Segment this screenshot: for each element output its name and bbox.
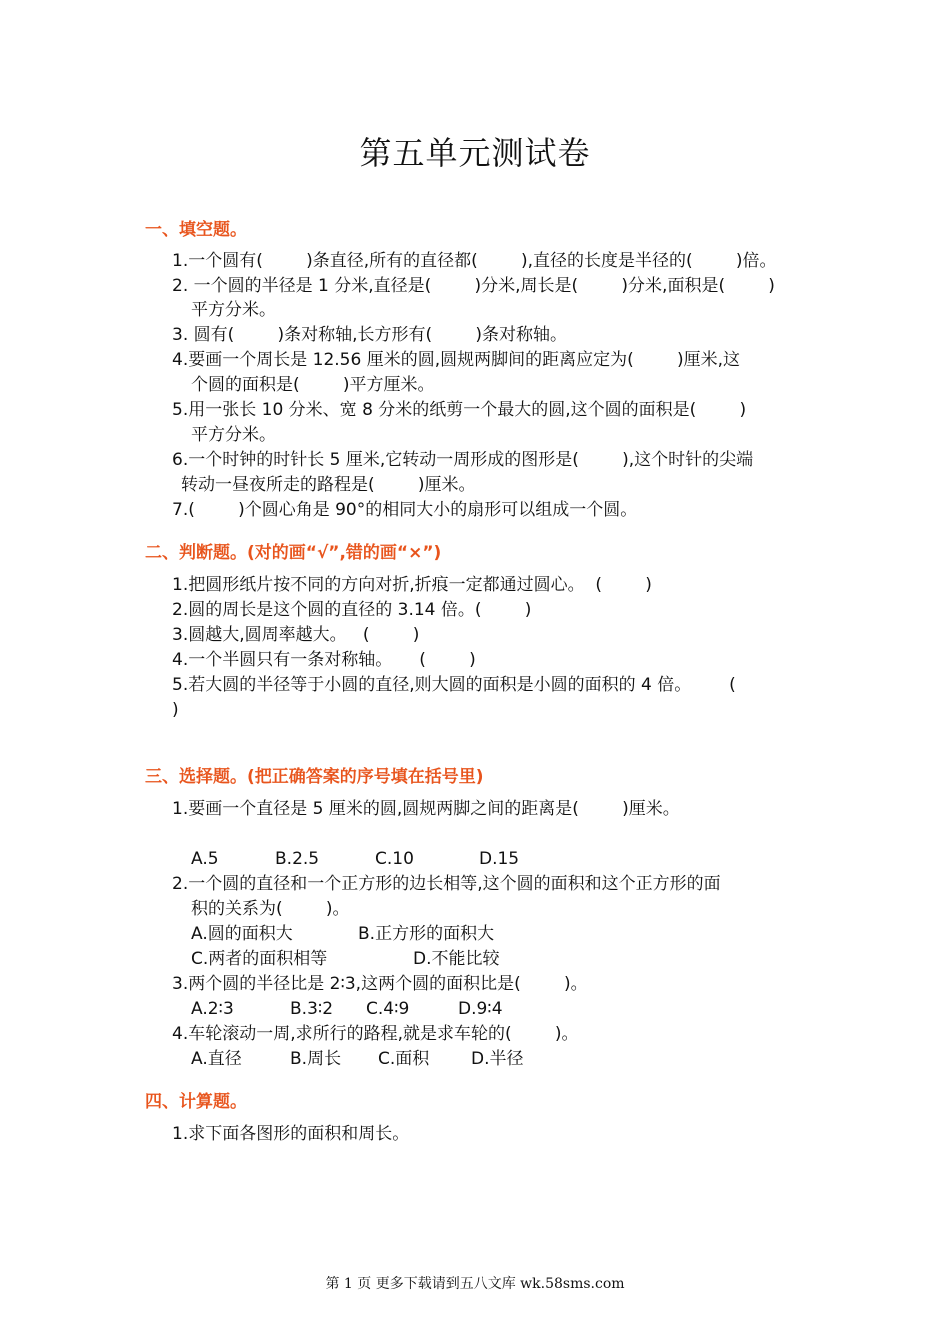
- choice-2-option-d: D.不能比较: [413, 949, 500, 969]
- section-heading-judge: 二、判断题。(对的画“√”,错的画“×”): [145, 543, 442, 563]
- choice-1-option-a: A.5: [191, 849, 219, 869]
- fill-question-1: 1.一个圆有( )条直径,所有的直径都( ),直径的长度是半径的( )倍。: [172, 251, 777, 271]
- choice-1-option-d: D.15: [479, 849, 520, 869]
- fill-question-2-cont: 平方分米。: [191, 300, 276, 320]
- choice-1-option-c: C.10: [375, 849, 414, 869]
- judge-question-5-cont: ): [172, 700, 179, 720]
- page-footer: 第 1 页 更多下载请到五八文库 wk.58sms.com: [325, 1276, 625, 1292]
- fill-question-7: 7.( )个圆心角是 90°的相同大小的扇形可以组成一个圆。: [172, 500, 638, 520]
- choice-4-option-a: A.直径: [191, 1049, 242, 1069]
- choice-1-option-b: B.2.5: [275, 849, 320, 869]
- fill-question-4-cont: 个圆的面积是( )平方厘米。: [191, 375, 435, 395]
- fill-question-4: 4.要画一个周长是 12.56 厘米的圆,圆规两脚间的距离应定为( )厘米,这: [172, 350, 740, 370]
- fill-question-6: 6.一个时钟的时针长 5 厘米,它转动一周形成的图形是( ),这个时针的尖端: [172, 450, 754, 470]
- choice-2-option-a: A.圆的面积大: [191, 924, 293, 944]
- choice-3-option-b: B.3∶2: [290, 999, 334, 1019]
- choice-question-4: 4.车轮滚动一周,求所行的路程,就是求车轮的( )。: [172, 1024, 579, 1044]
- fill-question-2: 2. 一个圆的半径是 1 分米,直径是( )分米,周长是( )分米,面积是( ): [172, 276, 775, 296]
- choice-4-option-c: C.面积: [378, 1049, 430, 1069]
- choice-3-option-d: D.9∶4: [458, 999, 503, 1019]
- choice-question-2-cont: 积的关系为( )。: [191, 899, 350, 919]
- fill-question-6-cont: 转动一昼夜所走的路程是( )厘米。: [181, 475, 476, 495]
- choice-2-option-b: B.正方形的面积大: [358, 924, 495, 944]
- fill-question-5-cont: 平方分米。: [191, 425, 276, 445]
- calc-question-1: 1.求下面各图形的面积和周长。: [172, 1124, 410, 1144]
- judge-question-2: 2.圆的周长是这个圆的直径的 3.14 倍。( ): [172, 600, 532, 620]
- choice-4-option-d: D.半径: [471, 1049, 524, 1069]
- judge-question-1: 1.把圆形纸片按不同的方向对折,折痕一定都通过圆心。 ( ): [172, 575, 652, 595]
- section-heading-calc: 四、计算题。: [145, 1092, 247, 1112]
- page-title: 第五单元测试卷: [359, 134, 591, 172]
- section-heading-choice: 三、选择题。(把正确答案的序号填在括号里): [145, 767, 484, 787]
- choice-question-1: 1.要画一个直径是 5 厘米的圆,圆规两脚之间的距离是( )厘米。: [172, 799, 680, 819]
- choice-question-3: 3.两个圆的半径比是 2∶3,这两个圆的面积比是( )。: [172, 974, 588, 994]
- choice-question-2: 2.一个圆的直径和一个正方形的边长相等,这个圆的面积和这个正方形的面: [172, 874, 721, 894]
- choice-4-option-b: B.周长: [290, 1049, 342, 1069]
- judge-question-4: 4.一个半圆只有一条对称轴。 ( ): [172, 650, 476, 670]
- judge-question-3: 3.圆越大,圆周率越大。 ( ): [172, 625, 420, 645]
- choice-3-option-c: C.4∶9: [366, 999, 410, 1019]
- judge-question-5: 5.若大圆的半径等于小圆的直径,则大圆的面积是小圆的面积的 4 倍。 (: [172, 675, 736, 695]
- section-heading-fill: 一、填空题。: [145, 220, 247, 240]
- fill-question-5: 5.用一张长 10 分米、宽 8 分米的纸剪一个最大的圆,这个圆的面积是( ): [172, 400, 747, 420]
- choice-2-option-c: C.两者的面积相等: [191, 949, 328, 969]
- choice-3-option-a: A.2∶3: [191, 999, 234, 1019]
- fill-question-3: 3. 圆有( )条对称轴,长方形有( )条对称轴。: [172, 325, 568, 345]
